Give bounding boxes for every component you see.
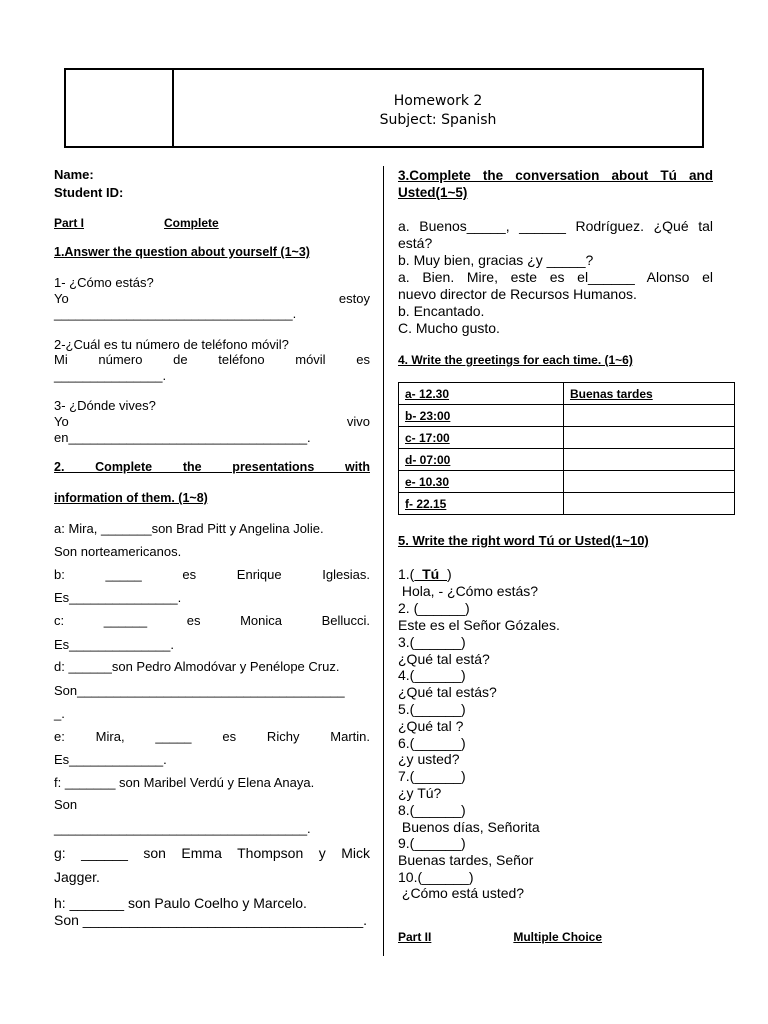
q1-item1-line1 [54,291,370,306]
q2-b-line1: b: _____ es Enrique Iglesias. [54,567,370,582]
greeting-time-cell: e- 10.30 [399,471,564,493]
q2-e-line1: e: Mira, _____ es Richy Martin. [54,729,370,744]
greetings-row [399,493,735,515]
q5-item5-blank[interactable]: 5.(______) [398,701,466,717]
part1-label: Part I [54,216,85,230]
greeting-answer-cell[interactable] [564,449,735,471]
greeting-answer-cell[interactable]: Buenas tardes [564,383,735,405]
q5-item6-text: ¿y usted? [398,751,460,767]
q5-item3-blank[interactable]: 3.(______) [398,634,466,650]
greeting-answer-cell[interactable] [564,405,735,427]
q5-item8-text: Buenos días, Señorita [398,819,540,835]
q3-line4: a. Bien. Mire, este es el______ Alonso el [398,269,713,285]
q5-item4-text: ¿Qué tal estás? [398,684,497,700]
q2-title-line2: information of them. (1~8) [54,491,208,505]
q1-item3-yo: Yo [54,414,69,429]
q2-f-line1: f: _______ son Maribel Verdú y Elena Anaya. [54,775,315,790]
part2-label: Part II [398,930,432,944]
q5-item7-text: ¿y Tú? [398,785,442,801]
homework-title: Homework 2 [393,93,483,109]
q3-title-line1: 3.Complete the conversation about Tú and [398,168,713,183]
q3-line5: nuevo director de Recursos Humanos. [398,286,637,302]
q5-title: 5. Write the right word Tú or Usted(1~10) [398,533,649,548]
q3-line3: b. Muy bien, gracias ¿y _____? [398,252,594,268]
greeting-answer-cell[interactable] [564,493,735,515]
q3-line7: C. Mucho gusto. [398,320,500,336]
q2-h-line1: h: _______ son Paulo Coelho y Marcelo. [54,895,307,911]
q3-line6: b. Encantado. [398,303,485,319]
q2-a-line2: Son norteamericanos. [54,544,182,559]
q5-item9-blank[interactable]: 9.(______) [398,835,466,851]
part1-title: Complete [164,216,219,230]
q5-item2-text: Este es el Señor Gózales. [398,617,560,633]
q2-d-line2[interactable]: Son_____________________________________ [54,683,345,698]
q3-line2: está? [398,235,433,251]
q2-c-line1: c: ______ es Monica Bellucci. [54,613,370,628]
q3-line1: a. Buenos_____, ______ Rodríguez. ¿Qué tal [398,218,713,234]
q5-item7-blank[interactable]: 7.(______) [398,768,466,784]
header-title-block [174,92,702,130]
q2-h-line2[interactable]: Son ____________________________________. [54,912,367,928]
q5-item1 [398,566,452,582]
q5-item8-blank[interactable]: 8.(______) [398,802,466,818]
q5-item1-open: 1.( [398,566,415,582]
q4-title: 4. Write the greetings for each time. (1~6) [398,353,633,367]
greetings-row [399,405,735,427]
q5-item1-close: ) [447,566,452,582]
part2-heading [398,930,628,944]
q1-item2-blank[interactable]: _______________. [54,368,167,383]
greeting-answer-cell[interactable] [564,427,735,449]
q5-item5-text: ¿Qué tal ? [398,718,464,734]
greeting-time-cell: c- 17:00 [399,427,564,449]
q2-title-line1: 2. Complete the presentations with [54,460,370,474]
q1-title: 1.Answer the question about yourself (1~3) [54,245,310,259]
q1-item3-line1 [54,414,370,429]
q5-item9-text: Buenas tardes, Señor [398,852,534,868]
q5-item3-text: ¿Qué tal está? [398,651,490,667]
greeting-answer-cell[interactable] [564,471,735,493]
q1-item1-yo: Yo [54,291,69,306]
q5-item1-text: Hola, - ¿Cómo estás? [398,583,539,599]
q1-item3-blank[interactable]: en_________________________________. [54,430,311,445]
q5-item6-blank[interactable]: 6.(______) [398,735,466,751]
q2-c-line2[interactable]: Es______________. [54,637,175,652]
q2-f-line3[interactable]: ___________________________________. [54,821,311,836]
column-divider [383,166,384,956]
part2-title: Multiple Choice [513,930,603,944]
q1-item3-question: 3- ¿Dónde vives? [54,398,156,413]
q5-item2-blank[interactable]: 2. (______) [398,600,470,616]
q1-item1-estoy: estoy [338,291,370,306]
q2-f-line2: Son [54,797,78,812]
q2-e-line2[interactable]: Es_____________. [54,752,167,767]
q2-b-line2[interactable]: Es_______________. [54,590,182,605]
header-box [64,68,704,148]
q2-g-line1: g: ______ son Emma Thompson y Mick [54,845,370,861]
q2-d-line1: d: ______son Pedro Almodóvar y Penélope Cruz. [54,659,340,674]
q5-item10-text: ¿Cómo está usted? [398,885,525,901]
q5-item1-answer: Tú [414,566,448,582]
q1-item3-vivo: vivo [346,414,370,429]
q1-item2-question: 2-¿Cuál es tu número de teléfono móvil? [54,337,289,352]
greeting-time-cell: f- 22.15 [399,493,564,515]
q2-d-line3: _. [54,706,65,721]
greeting-time-cell: b- 23:00 [399,405,564,427]
q2-a-line1: a: Mira, _______son Brad Pitt y Angelina Jolie. [54,521,324,536]
student-id-label: Student ID: [54,185,124,200]
greetings-row [399,427,735,449]
greetings-row [399,449,735,471]
q2-g-line2: Jagger. [54,869,100,885]
q1-item1-question: 1- ¿Cómo estás? [54,275,154,290]
q3-title-line2: Usted(1~5) [398,185,468,200]
greeting-time-cell: d- 07:00 [399,449,564,471]
name-label: Name: [54,167,94,182]
greetings-row [399,383,735,405]
header-logo-cell [66,70,174,146]
q5-item4-blank[interactable]: 4.(______) [398,667,466,683]
greeting-time-cell: a- 12.30 [399,383,564,405]
q5-item10-blank[interactable]: 10.(______) [398,869,474,885]
q1-item1-blank[interactable]: _________________________________. [54,306,297,321]
greetings-row [399,471,735,493]
q1-item2-line1: Mi número de teléfono móvil es [54,352,370,367]
part1-heading [54,216,257,230]
subject-title: Subject: Spanish [379,112,497,128]
greetings-table [398,382,735,515]
